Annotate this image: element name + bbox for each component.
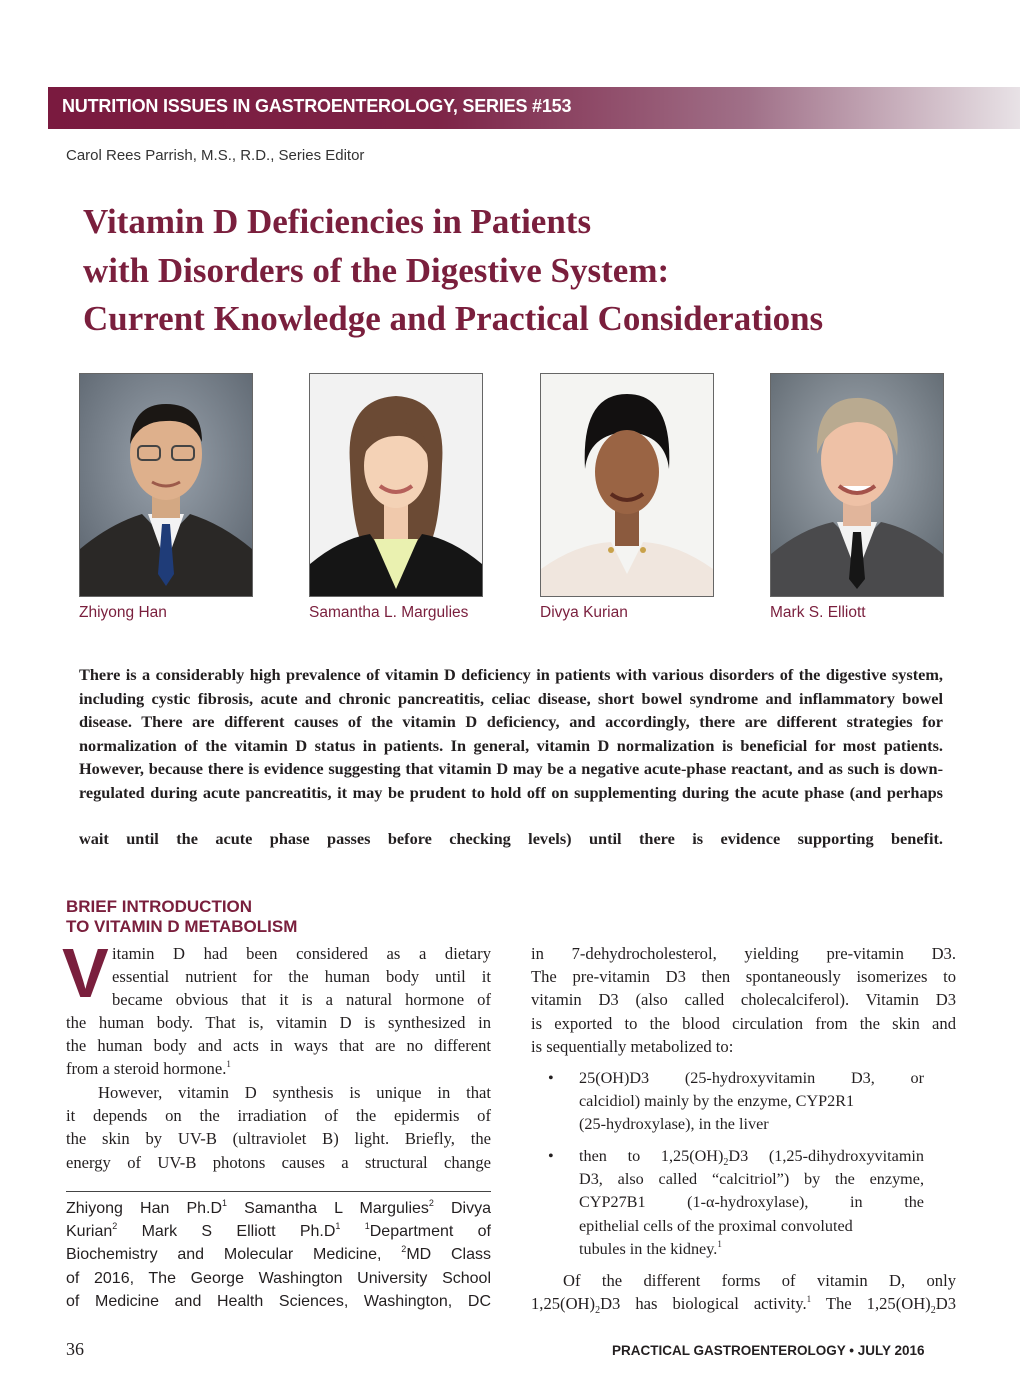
text-line: the human body. That is, vitamin D is synthesized in: [66, 1013, 491, 1032]
col1-para1-rest: [66, 1011, 491, 1081]
text-line: Of the different forms of vitamin D, only: [563, 1271, 956, 1290]
title-line-2: with Disorders of the Digestive System:: [83, 250, 670, 290]
text-line: The pre-vitamin D3 then spontaneously isomerizes to: [531, 967, 956, 987]
text-fragment: MD Class: [406, 1246, 491, 1264]
subscript: 2: [595, 1305, 601, 1317]
text-line: in 7-dehydrocholesterol, yielding pre-vitamin D3.: [531, 944, 956, 963]
bullet-mark-2: •: [548, 1147, 554, 1165]
text-fragment: Biochemistry and Molecular Medicine,: [66, 1246, 402, 1264]
author-photo-zhiyong-han: [79, 373, 253, 597]
series-banner-text: NUTRITION ISSUES IN GASTROENTEROLOGY, SERIES #153: [62, 96, 572, 116]
text-fragment: Mark S Elliott Ph.D: [117, 1223, 336, 1241]
reference-mark: 1: [717, 1238, 722, 1249]
text-line: itamin D had been considered as a dietary: [112, 944, 491, 963]
article-title: [83, 198, 983, 344]
text-fragment: Samantha L Margulies: [227, 1200, 429, 1217]
text-line: However, vitamin D synthesis is unique in that: [98, 1083, 491, 1102]
affiliation-divider: [66, 1191, 491, 1192]
text-line: of Medicine and Health Sciences, Washington, DC: [66, 1292, 491, 1310]
page-number: 36: [66, 1339, 84, 1359]
text-line: (25-hydroxylase), in the liver: [579, 1115, 769, 1134]
col2-para3: [531, 1269, 956, 1315]
section-heading-line-2: TO VITAMIN D METABOLISM: [66, 917, 298, 936]
text-fragment: Kurian: [66, 1223, 113, 1241]
text-fragment: Divya: [433, 1200, 491, 1217]
reference-mark: 1: [806, 1294, 812, 1305]
text-fragment: 1,25(OH): [531, 1294, 596, 1314]
text-line: 25(OH)D3 (25-hydroxyvitamin D3, or: [579, 1069, 924, 1087]
text-line: became obvious that it is a natural hormone of: [112, 990, 491, 1010]
author-photo-mark-elliott: [770, 373, 944, 597]
affiliation-mark: 2: [428, 1198, 434, 1208]
text-line: D3, also called “calcitriol”) by the enzyme,: [579, 1170, 924, 1189]
text-line: [579, 1238, 924, 1261]
text-line: CYP27B1 (1-α-hydroxylase), in the: [579, 1193, 924, 1212]
bullet-item-2: [579, 1145, 924, 1261]
text-line: [66, 1243, 491, 1266]
text-line: epithelial cells of the proximal convoluted: [579, 1216, 853, 1235]
bullet-item-1: [579, 1067, 924, 1137]
affiliation-mark: 2: [112, 1221, 118, 1232]
text-fragment: Zhiyong Han Ph.D: [66, 1200, 223, 1217]
text-line: the skin by UV-B (ultraviolet B) light. Briefly, the: [66, 1129, 491, 1149]
text-line: essential nutrient for the human body until it: [112, 967, 491, 987]
text-line: the human body and acts in ways that are no different: [66, 1036, 491, 1056]
affiliation-mark: 1: [222, 1198, 228, 1208]
author-photo-divya-kurian: [540, 373, 714, 597]
text-line: is exported to the blood circulation from the skin and: [531, 1013, 956, 1033]
title-line-3: Current Knowledge and Practical Considerations: [83, 299, 824, 338]
text-line: is sequentially metabolized to:: [531, 1036, 734, 1056]
text-line: [66, 1220, 491, 1243]
author-photo-samantha-margulies: [309, 373, 483, 597]
text-line: vitamin D3 (also called cholecalciferol). Vitamin D3: [531, 990, 956, 1010]
series-editor: Carol Rees Parrish, M.S., R.D., Series Editor: [66, 147, 365, 164]
affiliation-mark: 1: [364, 1221, 370, 1232]
author-caption-2: Samantha L. Margulies: [309, 604, 469, 621]
affiliation-mark: 1: [335, 1221, 341, 1232]
affiliation-mark: 2: [401, 1244, 407, 1255]
text-line: [531, 1292, 956, 1315]
subscript: 2: [723, 1157, 729, 1168]
abstract-last-line: wait until the acute phase passes before checking levels) until there is evidence supporting benefit.: [79, 829, 943, 848]
text-line: of 2016, The George Washington University School: [66, 1269, 491, 1287]
text-fragment: D3 (1,25-dihydroxyvitamin: [728, 1147, 924, 1165]
abstract-text: There is a considerably high prevalence of vitamin D deficiency in patients with various disorders of the digestive system, including cystic fibrosis, acute and chronic pancreatitis, celiac disease, short bowel syndrome and inflammatory bowel disease. There are different causes of the vitamin D deficiency, and accordingly, there are different strategies for normalization of the vitamin D status in patients. In general, vitamin D normalization is beneficial for most patients. However, because there is evidence suggesting that vitamin D may be a negative acute-phase reactant, and as such is down-regulated during acute pancreatitis, it may be prudent to hold off on supplementing during the acute phase (and perhaps: [79, 665, 943, 802]
text-fragment: D3: [935, 1294, 956, 1314]
col1-para2: [66, 1081, 491, 1174]
reference-mark: 1: [226, 1059, 231, 1070]
text-line: calcidiol) mainly by the enzyme, CYP2R1: [579, 1092, 855, 1111]
author-affiliations: [66, 1197, 491, 1313]
bullet-mark-1: •: [548, 1069, 554, 1087]
text-fragment: from a steroid hormone.: [66, 1059, 227, 1079]
text-fragment: Department of: [369, 1223, 491, 1241]
journal-footer: PRACTICAL GASTROENTEROLOGY • JULY 2016: [612, 1343, 925, 1358]
text-line: [66, 1057, 491, 1080]
drop-cap: V: [62, 934, 109, 1012]
text-fragment: The 1,25(OH): [811, 1294, 931, 1314]
subscript: 2: [930, 1305, 936, 1317]
text-fragment: tubules in the kidney.: [579, 1239, 718, 1258]
author-caption-4: Mark S. Elliott: [770, 604, 866, 621]
section-heading: [66, 897, 297, 937]
section-heading-line-1: BRIEF INTRODUCTION: [66, 897, 253, 916]
col1-para1-indented: [112, 942, 491, 1012]
text-fragment: then to 1,25(OH): [579, 1147, 724, 1165]
text-line: [66, 1197, 491, 1220]
text-line: it depends on the irradiation of the epidermis of: [66, 1106, 491, 1126]
text-fragment: D3 has biological activity.: [600, 1294, 807, 1314]
col2-para1: [531, 942, 956, 1058]
title-line-1: Vitamin D Deficiencies in Patients: [83, 202, 592, 241]
text-line: [579, 1145, 924, 1168]
author-caption-3: Divya Kurian: [540, 604, 628, 621]
text-line: energy of UV-B photons causes a structural change: [66, 1152, 491, 1172]
text-fragment: [340, 1223, 364, 1240]
author-caption-1: Zhiyong Han: [79, 604, 167, 621]
